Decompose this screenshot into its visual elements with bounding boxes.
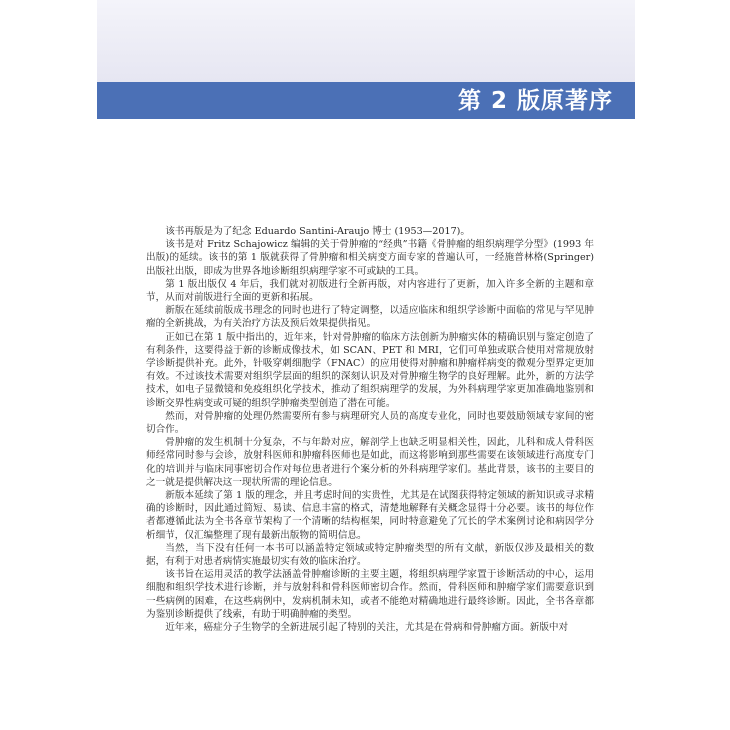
header-gradient-band bbox=[97, 0, 635, 82]
preface-body bbox=[146, 225, 594, 634]
paragraph: 当然，当下没有任何一本书可以涵盖特定领域或特定肿瘤类型的所有文献，新版仅涉及最相关的数据，有利于对患者病情实施最切实有效的临床治疗。 bbox=[146, 542, 594, 568]
paragraph: 新版本延续了第 1 版的理念，并且考虑时间的实贵性，尤其是在试图获得特定领域的新知识或寻求精确的诊断时，因此通过简短、易读、信息丰富的格式，清楚地解释有关概念显得十分必要。该书的每位作者都遵循此法为全书各章节架构了一个清晰的结构框架，同时特意避免了冗长的学术案例讨论和病因学分析细节，仅汇编整理了现有最新出版物的简明信息。 bbox=[146, 490, 594, 541]
page-title: 第 2 版原著序 bbox=[457, 88, 613, 114]
paragraph: 正如已在第 1 版中指出的，近年来，针对骨肿瘤的临床方法创新为肿瘤实体的精确识别与鉴定创造了有利条件，这要得益于新的诊断成像技术，如 SCAN、PET 和 MRI，它们可单独或联合使用对常规放射学诊断提供补充。此外，针吸穿刺细胞学（FNAC）的应用使得对肿瘤和肿瘤样病变的微观分型界定更加有效。不过该技术需要对组织学层面的组织的深刻认识及对骨肿瘤生物学的良好理解。此外，新的方法学技术，如电子显微镜和免疫组织化学技术，推动了组织病理学的发展，为外科病理学家更加准确地鉴别和诊断交界性病变或可疑的组织学肿瘤类型创造了潜在可能。 bbox=[146, 331, 594, 409]
paragraph: 第 1 版出版仅 4 年后，我们就对初版进行全新再版，对内容进行了更新，加入许多全新的主题和章节，从而对前版进行全面的更新和拓展。 bbox=[146, 278, 594, 304]
title-banner bbox=[97, 82, 635, 119]
paragraph: 该书旨在运用灵活的教学法涵盖骨肿瘤诊断的主要主题，将组织病理学家置于诊断活动的中心，运用细胞和组织学技术进行诊断，并与放射科和骨科医师密切合作。然而，骨科医师和肿瘤学家们需要意识到一些病例的困难，在这些病例中，发病机制未知，或者不能绝对精确地进行最终诊断。因此，全书各章都为鉴别诊断提供了线索，有助于明确肿瘤的类型。 bbox=[146, 569, 594, 620]
paragraph: 新版在延续前版成书理念的同时也进行了特定调整，以适应临床和组织学诊断中面临的常见与罕见肿瘤的全新挑战，为有关治疗方法及预后效果提供指见。 bbox=[146, 305, 594, 330]
paragraph: 骨肿瘤的发生机制十分复杂，不与年龄对应，解剖学上也缺乏明显相关性，因此，儿科和成人骨科医师经常同时参与会诊，放射科医师和肿瘤科医师也是如此，而这将影响到那些需要在该领域进行高度专门化的培训并与临床同事密切合作对每位患者进行个案分析的外科病理学家们。基此背景，该书的主要目的之一就是提供解决这一现状所需的理论信息。 bbox=[146, 437, 594, 488]
paragraph: 该书是对 Fritz Schajowicz 编辑的关于骨肿瘤的“经典”书籍《骨肿瘤的组织病理学分型》(1993 年出版)的延续。该书的第 1 版就获得了骨肿瘤和相关病变方面专家的普遍认可，一经施普林格(Springer)出版社出版，即成为世界各地诊断组织病理学家不可或缺的工具。 bbox=[146, 239, 594, 277]
paragraph: 然而，对骨肿瘤的处理仍然需要所有参与病理研究人员的高度专业化，同时也要鼓励领域专家间的密切合作。 bbox=[146, 410, 594, 436]
paragraph: 该书再版是为了纪念 Eduardo Santini-Araujo 博士 (1953—2017)。 bbox=[165, 226, 471, 237]
paragraph: 近年来，癌症分子生物学的全新进展引起了特别的关注，尤其是在骨病和骨肿瘤方面。新版中对 bbox=[165, 622, 569, 634]
